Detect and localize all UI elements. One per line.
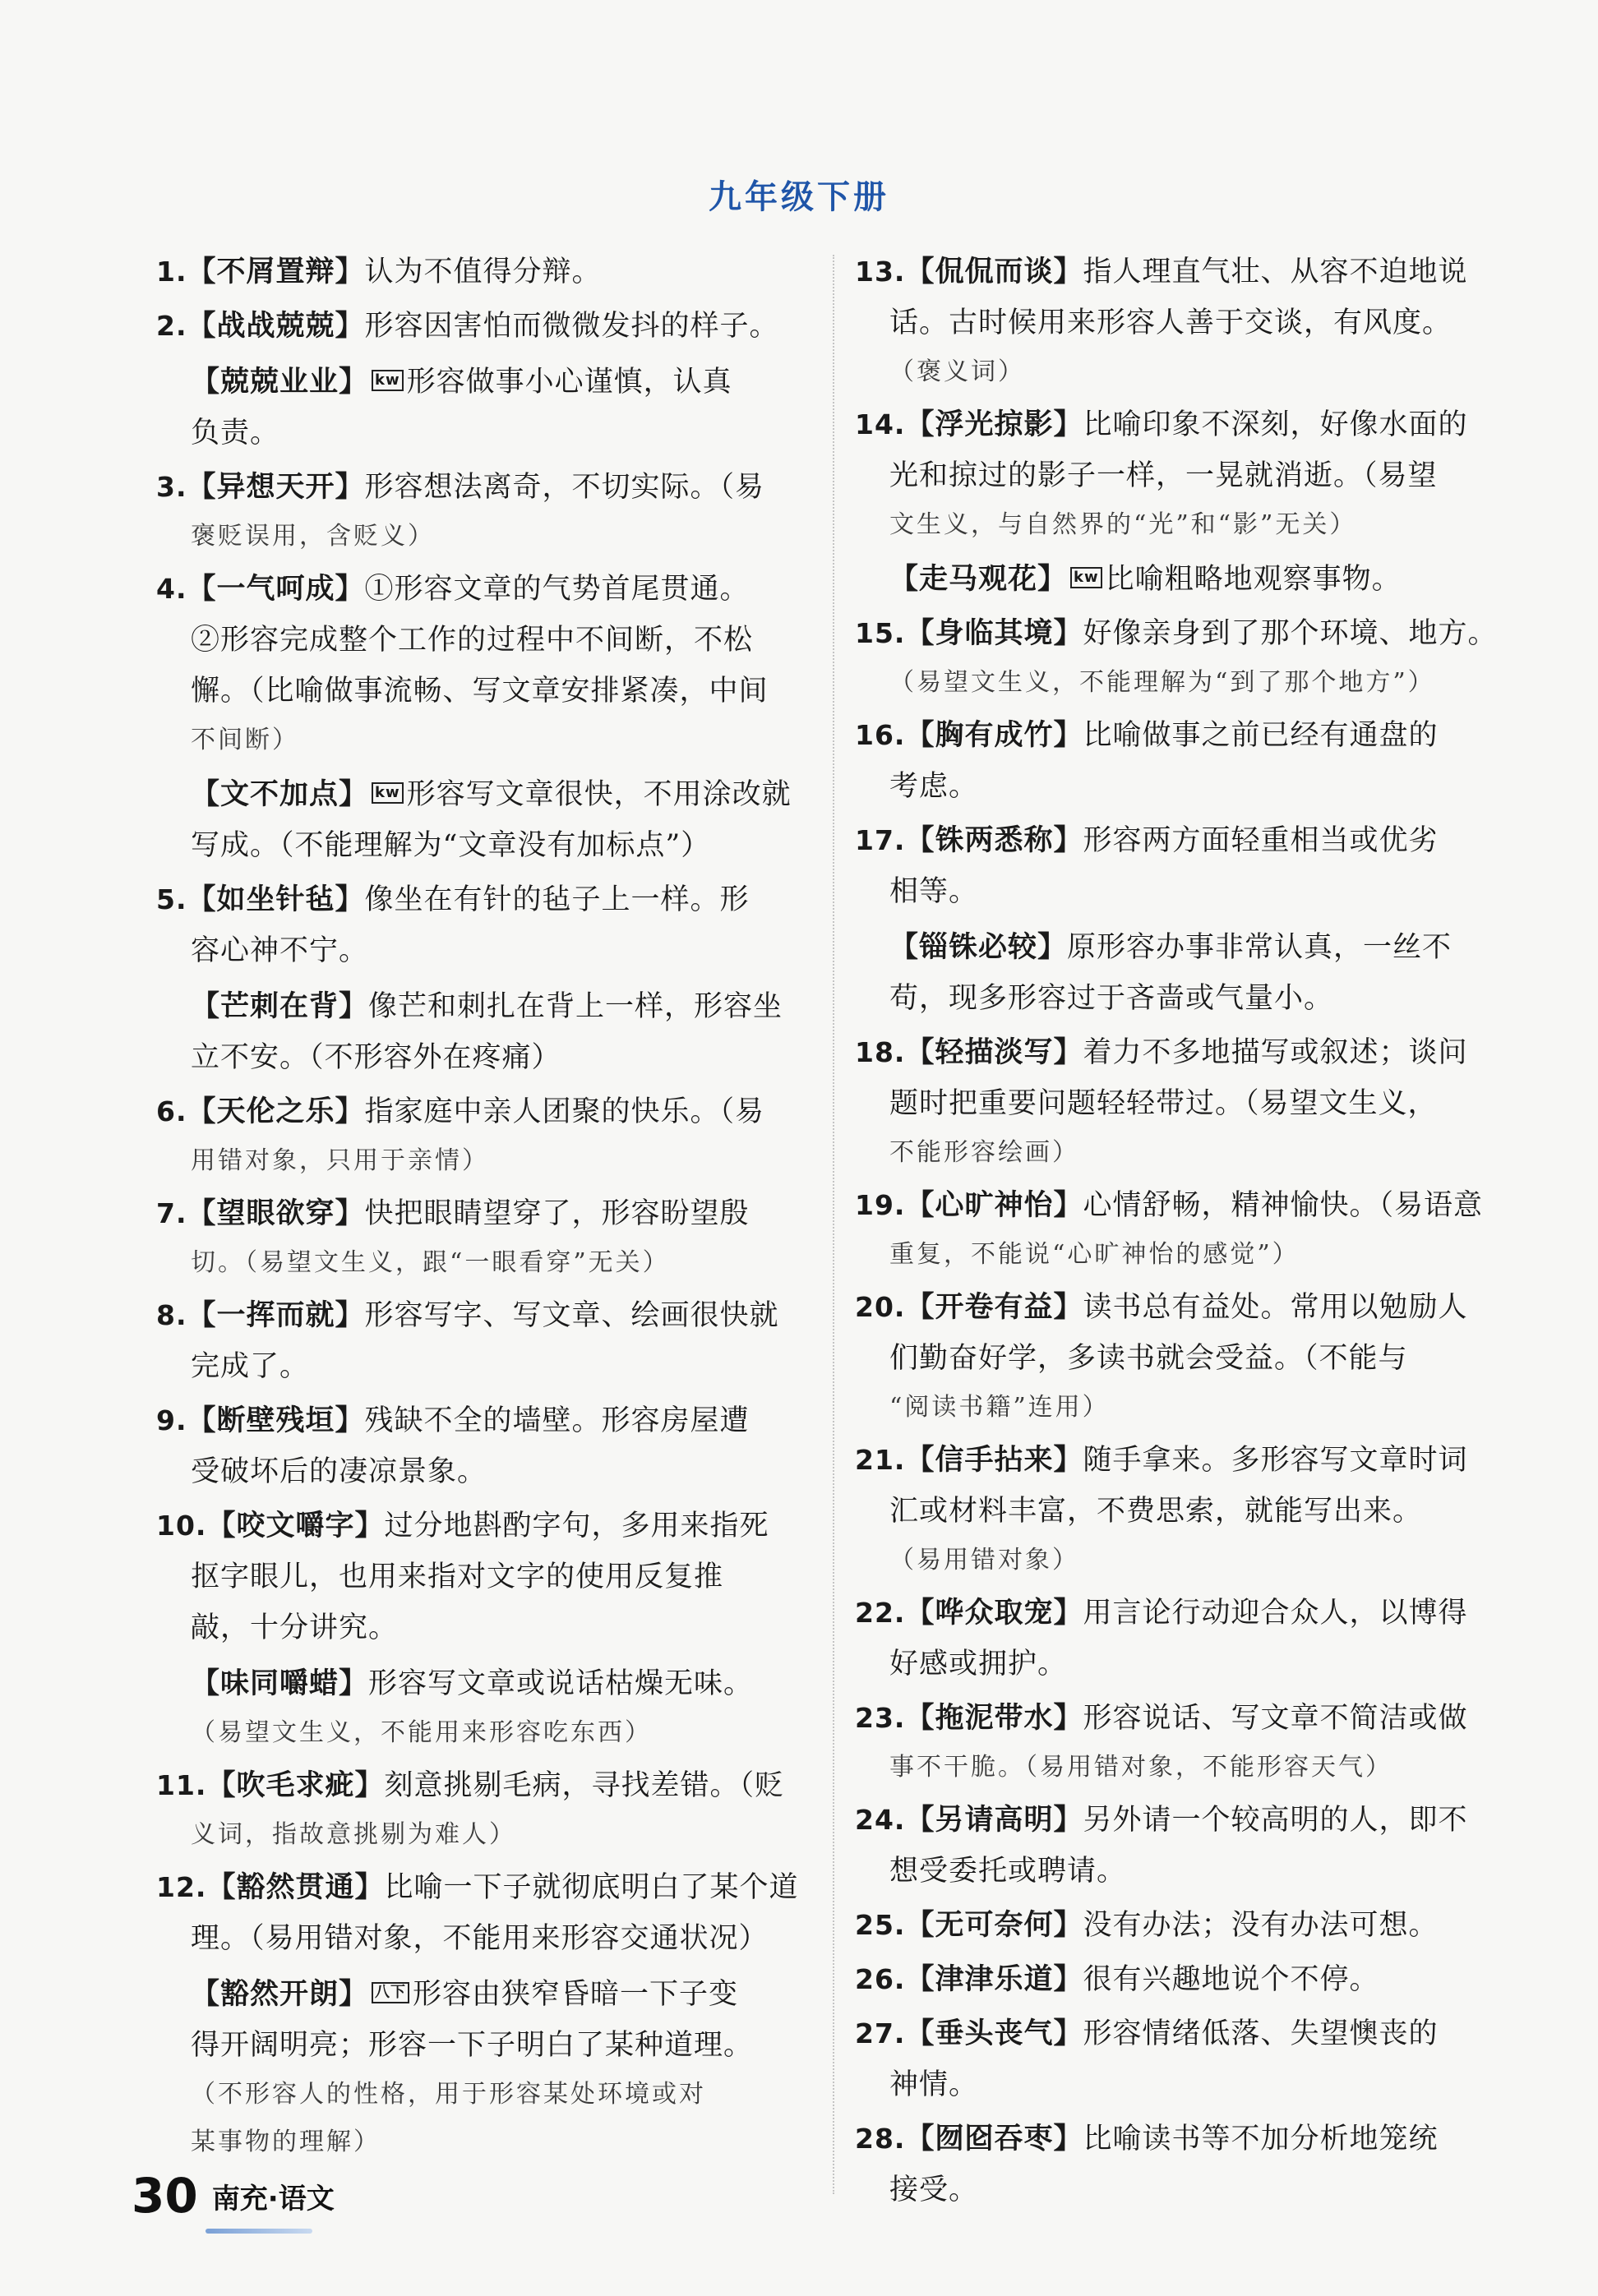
related-idiom [156, 1969, 814, 2166]
entry-19 [855, 1180, 1513, 1279]
definition: 像芒和刺扎在背上一样，形容坐 [368, 990, 783, 1023]
entry-number: 9. [156, 1404, 187, 1436]
entry-17 [855, 815, 1513, 1024]
idiom: 【走马观花】 [889, 562, 1068, 596]
column-divider [833, 255, 834, 2194]
entry-4 [156, 564, 814, 871]
definition: 形容写字、写文章、绘画很快就 [364, 1299, 779, 1332]
idiom: 【味同嚼蜡】 [191, 1667, 369, 1700]
entry-number: 23. [855, 1702, 906, 1734]
entry-number: 13. [855, 256, 906, 288]
definition: 形容想法离奇，不切实际。（易 [364, 471, 765, 504]
idiom: 【望眼欲穿】 [187, 1196, 365, 1230]
definition: 写成。（不能理解为“文章没有加标点”） [191, 829, 711, 862]
definition: 理。（易用错对象，不能用来形容交通状况） [191, 1922, 769, 1955]
entry-number: 27. [855, 2017, 906, 2049]
note: 重复，不能说“心旷神怡的感觉”） [889, 1240, 1300, 1269]
definition: 接受。 [889, 2174, 979, 2206]
entry-3 [156, 462, 814, 560]
kw-tag-icon: kw [372, 782, 404, 804]
definition: 比喻一下子就彻底明白了某个道 [384, 1871, 799, 1904]
entry-number: 1. [156, 256, 187, 288]
entry-number: 6. [156, 1095, 187, 1127]
note: （易望文生义，不能理解为“到了那个地方”） [889, 668, 1435, 697]
page-title: 九年级下册 [709, 178, 889, 216]
entry-number: 4. [156, 573, 187, 605]
idiom: 【文不加点】 [191, 777, 369, 811]
definition: 着力不多地描写或叙述；谈问 [1083, 1036, 1468, 1069]
idiom: 【兢兢业业】 [191, 365, 369, 399]
entry-15 [855, 608, 1513, 707]
definition: 心情舒畅，精神愉快。（易语意 [1083, 1189, 1483, 1222]
related-idiom [156, 981, 814, 1083]
entry-number: 19. [855, 1189, 906, 1221]
definition: 得开阔明亮；形容一下子明白了某种道理。 [191, 2029, 754, 2062]
entry-11 [156, 1760, 814, 1859]
definition: 话。古时候用来形容人善于交谈，有风度。 [889, 307, 1453, 339]
idiom: 【锱铢必较】 [889, 930, 1068, 964]
definition: 形容两方面轻重相当或优劣 [1083, 824, 1439, 857]
definition: 另外请一个较高明的人，即不 [1083, 1804, 1468, 1837]
idiom: 【哗众取宠】 [905, 1596, 1083, 1630]
definition: 随手拿来。多形容写文章时词 [1083, 1444, 1468, 1477]
entry-number: 7. [156, 1197, 187, 1229]
idiom: 【浮光掠影】 [905, 408, 1083, 441]
definition: 用言论行动迎合众人，以博得 [1083, 1597, 1468, 1630]
entry-7 [156, 1188, 814, 1287]
definition: 形容说话、写文章不简洁或做 [1083, 1702, 1468, 1735]
definition: 指家庭中亲人团聚的快乐。（易 [364, 1095, 765, 1128]
idiom: 【战战兢兢】 [187, 309, 365, 343]
definition: 快把眼睛望穿了，形容盼望殷 [364, 1197, 750, 1230]
entry-6 [156, 1086, 814, 1185]
definition: 形容做事小心谨慎，认真 [406, 366, 732, 399]
definition: 立不安。（不形容外在疼痛） [191, 1041, 561, 1074]
entry-10 [156, 1501, 814, 1757]
entry-number: 8. [156, 1299, 187, 1331]
definition: 比喻做事之前已经有通盘的 [1083, 719, 1439, 752]
note: （褒义词） [889, 357, 1025, 386]
entry-18 [855, 1027, 1513, 1177]
idiom: 【芒刺在背】 [191, 989, 369, 1023]
idiom: 【津津乐道】 [905, 1962, 1083, 1996]
entry-1 [156, 247, 814, 297]
kw-tag-icon: kw [372, 370, 404, 391]
note: （易望文生义，不能用来形容吃东西） [191, 1718, 652, 1747]
entry-number: 15. [855, 617, 906, 649]
entry-number: 16. [855, 719, 906, 751]
definition: 抠字眼儿，也用来指对文字的使用反复推 [191, 1561, 724, 1593]
definition: 比喻读书等不加分析地笼统 [1083, 2123, 1439, 2155]
definition: 容心神不宁。 [191, 934, 369, 967]
idiom: 【咬文嚼字】 [206, 1509, 385, 1542]
entry-8 [156, 1290, 814, 1392]
note: 文生义，与自然界的“光”和“影”无关） [889, 510, 1357, 539]
note: （不形容人的性格，用于形容某处环境或对 [191, 2080, 706, 2109]
definition: 相等。 [889, 875, 979, 908]
idiom: 【心旷神怡】 [905, 1188, 1083, 1222]
idiom: 【无可奈何】 [905, 1908, 1083, 1942]
definition: 负责。 [191, 417, 280, 450]
entry-21 [855, 1435, 1513, 1584]
definition: 受破坏后的凄凉景象。 [191, 1455, 487, 1488]
entry-number: 24. [855, 1804, 906, 1836]
definition: 刻意挑剔毛病，寻找差错。（贬 [384, 1769, 784, 1802]
idiom: 【轻描淡写】 [905, 1035, 1083, 1069]
definition: 很有兴趣地说个不停。 [1083, 1963, 1379, 1996]
entry-number: 2. [156, 310, 187, 342]
right-column [855, 247, 1513, 2219]
definition: 过分地斟酌字句，多用来指死 [384, 1510, 769, 1542]
note: 不间断） [191, 726, 299, 754]
note: 不能形容绘画） [889, 1138, 1079, 1167]
definition: 考虑。 [889, 770, 979, 803]
idiom: 【身临其境】 [905, 616, 1083, 650]
definition: 形容因害怕而微微发抖的样子。 [364, 310, 779, 343]
definition: 题时把重要问题轻轻带过。（易望文生义， [889, 1087, 1438, 1120]
idiom: 【一气呵成】 [187, 572, 365, 606]
page-number: 30 [132, 2168, 198, 2224]
idiom: 【一挥而就】 [187, 1298, 365, 1332]
entry-number: 17. [855, 824, 906, 856]
definition: 形容写文章或说话枯燥无味。 [368, 1667, 754, 1700]
kw-tag-icon: kw [1070, 567, 1102, 588]
entry-number: 26. [855, 1963, 906, 1995]
definition: 像坐在有针的毡子上一样。形 [364, 883, 750, 916]
definition: 神情。 [889, 2068, 979, 2101]
note: 切。（易望文生义，跟“一眼看穿”无关） [191, 1248, 670, 1277]
definition: 比喻粗略地观察事物。 [1105, 563, 1402, 596]
entry-number: 25. [855, 1909, 906, 1941]
footer-accent-bar [206, 2229, 312, 2234]
entry-number: 28. [855, 2123, 906, 2155]
idiom: 【胸有成竹】 [905, 718, 1083, 752]
definition: 没有办法；没有办法可想。 [1083, 1909, 1439, 1942]
definition: ②形容完成整个工作的过程中不间断，不松 [191, 624, 754, 657]
definition: 想受委托或聘请。 [889, 1855, 1127, 1888]
entry-number: 5. [156, 883, 187, 915]
entry-number: 10. [156, 1510, 207, 1542]
definition: 形容由狭窄昏暗一下子变 [413, 1978, 739, 2011]
definition: 汇或材料丰富，不费思索，就能写出来。 [889, 1495, 1423, 1528]
idiom: 【豁然贯通】 [206, 1870, 385, 1904]
textbook-tag-icon: 八下 [372, 1982, 409, 2003]
entry-27 [855, 2008, 1513, 2110]
idiom: 【铢两悉称】 [905, 823, 1083, 857]
note: “阅读书籍”连用） [889, 1393, 1110, 1422]
entry-13 [855, 247, 1513, 396]
entry-23 [855, 1693, 1513, 1791]
idiom: 【另请高明】 [905, 1803, 1083, 1837]
entry-number: 3. [156, 471, 187, 503]
idiom: 【囫囵吞枣】 [905, 2122, 1083, 2155]
definition: 苟，现多形容过于吝啬或气量小。 [889, 982, 1334, 1015]
entry-number: 21. [855, 1444, 906, 1476]
definition: 残缺不全的墙壁。形容房屋遭 [364, 1404, 750, 1437]
entry-24 [855, 1795, 1513, 1897]
entry-26 [855, 1954, 1513, 2005]
definition: 好像亲身到了那个环境、地方。 [1083, 617, 1498, 650]
definition: 敲，十分讲究。 [191, 1611, 399, 1644]
entry-number: 18. [855, 1036, 906, 1068]
idiom: 【天伦之乐】 [187, 1095, 365, 1128]
entry-5 [156, 874, 814, 1083]
entry-20 [855, 1282, 1513, 1432]
related-idiom [156, 357, 814, 459]
definition: 好感或拥护。 [889, 1648, 1068, 1681]
footer-label: 南充·语文 [211, 2182, 335, 2215]
note: （易用错对象） [889, 1546, 1079, 1574]
entry-number: 20. [855, 1291, 906, 1323]
definition: 指人理直气壮、从容不迫地说 [1083, 256, 1468, 288]
related-idiom [855, 922, 1513, 1024]
entry-28 [855, 2114, 1513, 2215]
note: 某事物的理解） [191, 2128, 381, 2156]
idiom: 【不屑置辩】 [187, 255, 365, 288]
idiom: 【拖泥带水】 [905, 1701, 1083, 1735]
left-column [156, 247, 814, 2169]
note: 义词，指故意挑剔为难人） [191, 1820, 516, 1849]
note: 事不干脆。（易用错对象，不能形容天气） [889, 1753, 1392, 1782]
definition: 完成了。 [191, 1350, 310, 1383]
page-footer [132, 2168, 335, 2224]
note: 褒贬误用，含贬义） [191, 522, 435, 551]
idiom: 【吹毛求疵】 [206, 1768, 385, 1802]
note: 用错对象，只用于亲情） [191, 1146, 489, 1175]
entry-22 [855, 1588, 1513, 1690]
entry-number: 14. [855, 408, 906, 440]
entry-9 [156, 1395, 814, 1497]
idiom: 【如坐针毡】 [187, 883, 365, 916]
related-idiom [855, 554, 1513, 605]
definition: 读书总有益处。常用以勉励人 [1083, 1291, 1468, 1324]
related-idiom [156, 769, 814, 871]
definition: 比喻印象不深刻，好像水面的 [1083, 408, 1468, 441]
entry-number: 12. [156, 1871, 207, 1903]
entry-16 [855, 710, 1513, 812]
definition: 形容写文章很快，不用涂改就 [406, 778, 792, 811]
entry-25 [855, 1900, 1513, 1951]
definition: 懈。（比喻做事流畅、写文章安排紧凑，中间 [191, 675, 769, 708]
idiom: 【垂头丧气】 [905, 2017, 1083, 2050]
idiom: 【信手拈来】 [905, 1443, 1083, 1477]
definition: 认为不值得分辩。 [364, 256, 602, 288]
idiom: 【豁然开朗】 [191, 1977, 369, 2011]
idiom: 【断壁残垣】 [187, 1404, 365, 1437]
definition: 原形容办事非常认真，一丝不 [1067, 931, 1453, 964]
entry-number: 11. [156, 1769, 207, 1801]
entry-number: 22. [855, 1597, 906, 1629]
related-idiom [156, 1658, 814, 1757]
definition: 形容情绪低落、失望懊丧的 [1083, 2017, 1439, 2050]
entry-14 [855, 399, 1513, 605]
entry-12 [156, 1862, 814, 2166]
idiom: 【侃侃而谈】 [905, 255, 1083, 288]
entry-2 [156, 301, 814, 459]
idiom: 【开卷有益】 [905, 1290, 1083, 1324]
definition: 光和掠过的影子一样，一晃就消逝。（易望 [889, 459, 1438, 492]
definition: ①形容文章的气势首尾贯通。 [364, 573, 750, 606]
idiom: 【异想天开】 [187, 470, 365, 504]
definition: 们勤奋好学，多读书就会受益。（不能与 [889, 1342, 1408, 1375]
